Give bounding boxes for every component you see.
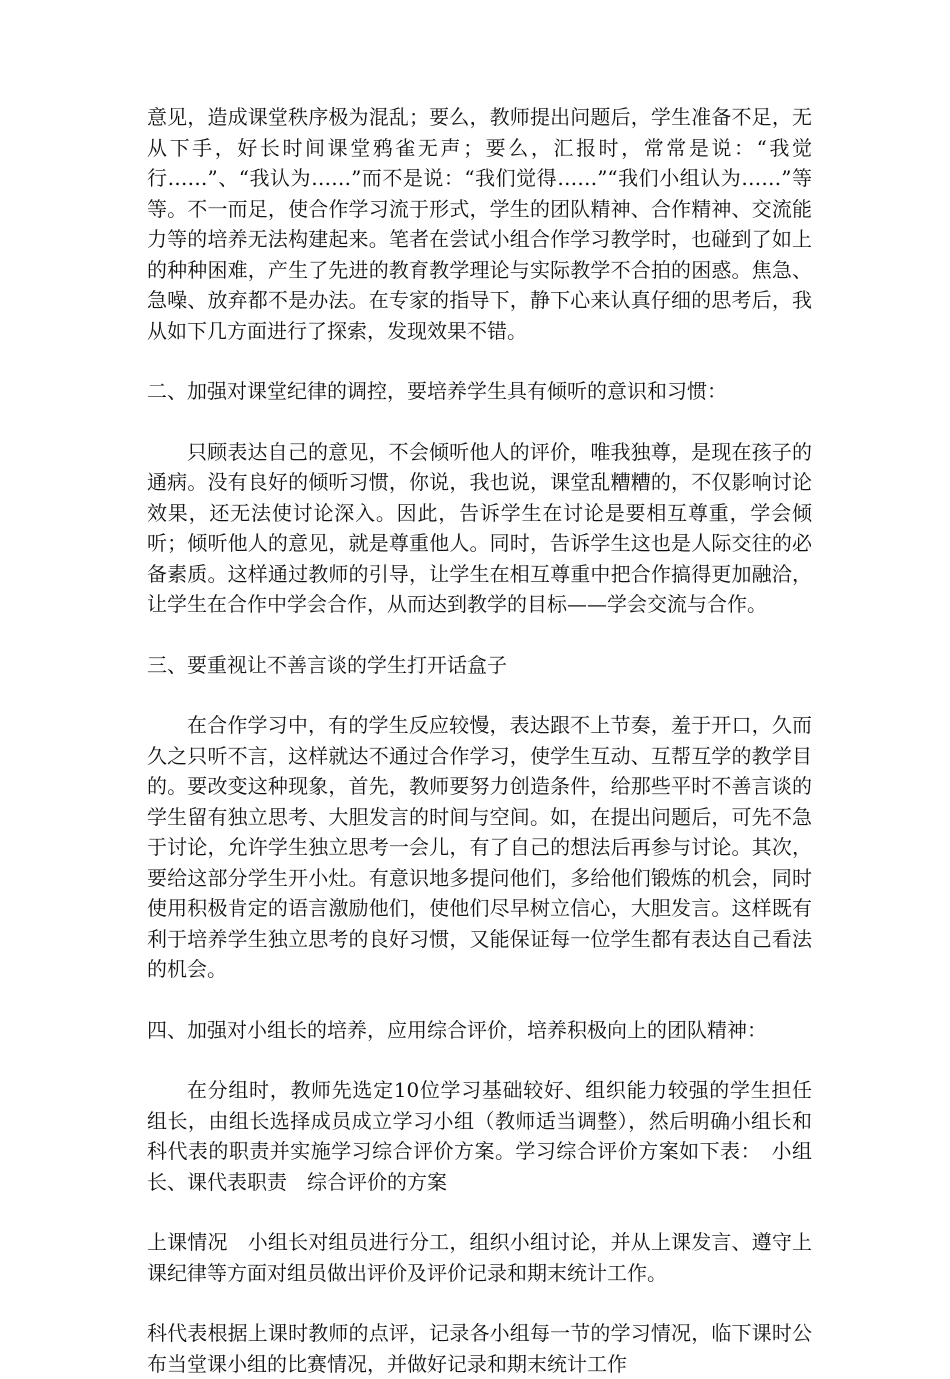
section-heading-4: 四、加强对小组长的培养，应用综合评价，培养积极向上的团队精神： xyxy=(147,1017,767,1042)
body-paragraph-continued: 意见，造成课堂秩序极为混乱；要么，教师提出问题后，学生准备不足，无从下手，好长时间课堂鸦雀无声；要么，汇报时，常常是说：“我觉行……”、“我认为……”而不是说：“我们觉得……”“我们小组认为……”等等。不一而足，使合作学习流于形式，学生的团队精神、合作精神、交流能力等的培养无法构建起来。笔者在尝试小组合作学习教学时，也碰到了如上的种种困难，产生了先进的教育教学理论与实际教学不合拍的困惑。焦急、急噪、放弃都不是办法。在专家的指导下，静下心来认真仔细的思考后，我从如下几方面进行了探索，发现效果不错。 xyxy=(147,105,812,343)
body-paragraph-listening: 只顾表达自己的意见，不会倾听他人的评价，唯我独尊，是现在孩子的通病。没有良好的倾听习惯，你说，我也说，课堂乱糟糟的，不仅影响讨论效果，还无法使讨论深入。因此，告诉学生在讨论是要相互尊重，学会倾听；倾听他人的意见，就是尊重他人。同时，告诉学生这也是人际交往的必备素质。这样通过教师的引导，让学生在相互尊重中把合作搞得更加融洽，让学生在合作中学会合作，从而达到教学的目标——学会交流与合作。 xyxy=(147,439,812,616)
body-paragraph-group-leaders: 在分组时，教师先选定10位学习基础较好、组织能力较强的学生担任组长，由组长选择成员成立学习小组（教师适当调整），然后明确小组长和科代表的职责并实施学习综合评价方案。学习综合评价方案如下表： 小组长、课代表职责 综合评价的方案 xyxy=(147,1078,812,1194)
body-paragraph-quiet-students: 在合作学习中，有的学生反应较慢，表达跟不上节奏，羞于开口，久而久之只听不言，这样就达不通过合作学习，使学生互动、互帮互学的教学目的。要改变这种现象，首先，教师要努力创造条件，给那些平时不善言谈的学生留有独立思考、大胆发言的时间与空间。如，在提出问题后，可先不急于讨论，允许学生独立思考一会儿，有了自己的想法后再参与讨论。其次，要给这部分学生开小灶。有意识地多提问他们，多给他们锻炼的机会，同时使用积极肯定的语言激励他们，使他们尽早树立信心，大胆发言。这样既有利于培养学生独立思考的良好习惯，又能保证每一位学生都有表达自己看法的机会。 xyxy=(147,713,812,981)
section-heading-3: 三、要重视让不善言谈的学生打开话盒子 xyxy=(147,652,507,677)
section-heading-2: 二、加强对课堂纪律的调控，要培养学生具有倾听的意识和习惯： xyxy=(147,379,727,403)
evaluation-table-row-representative: 科代表根据上课时教师的点评，记录各小组每一节的学习情况，临下课时公布当堂课小组的比赛情况，并做好记录和期末统计工作 xyxy=(147,1321,812,1376)
document-body xyxy=(147,102,812,1379)
evaluation-table-row-class: 上课情况 小组长对组员进行分工，组织小组讨论，并从上课发言、遵守上课纪律等方面对组员做出评价及评价记录和期末统计工作。 xyxy=(147,1230,812,1285)
